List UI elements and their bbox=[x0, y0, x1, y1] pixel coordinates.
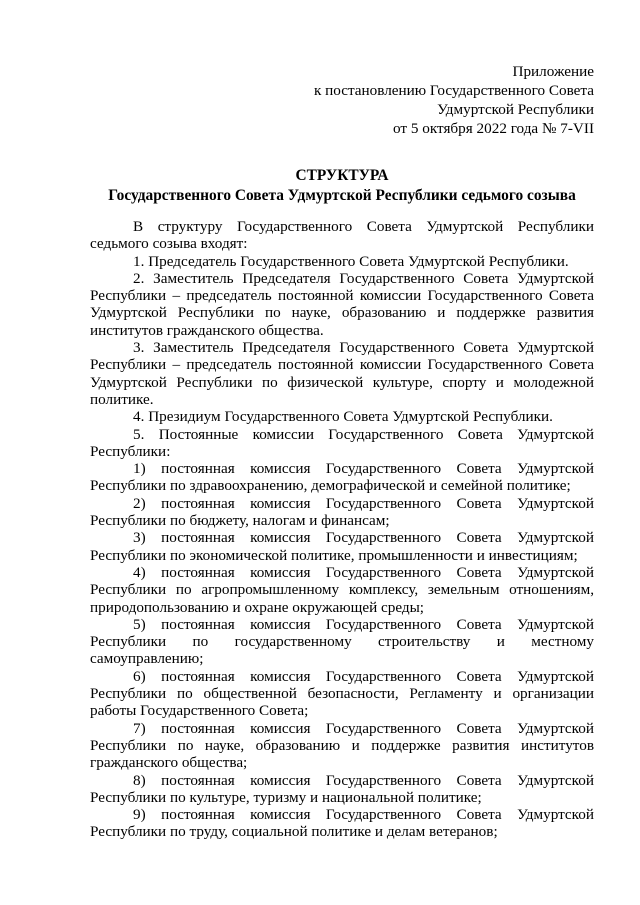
list-item: 1) постоянная комиссия Государственного Совета Удмуртской Республики по здравоохранению, демографической и семейной политике; bbox=[90, 460, 594, 495]
document-body bbox=[90, 218, 594, 841]
list-item: 3) постоянная комиссия Государственного Совета Удмуртской Республики по экономической политике, промышленности и инвестициям; bbox=[90, 529, 594, 564]
document-title bbox=[90, 166, 594, 206]
appendix-line: Приложение bbox=[512, 63, 594, 80]
list-item: 5) постоянная комиссия Государственного Совета Удмуртской Республики по государственному строительству и местному самоуправлению; bbox=[90, 615, 594, 668]
list-item: 4) постоянная комиссия Государственного Совета Удмуртской Республики по агропромышленному комплексу, земельным отношениям, природопользованию и охране окружающей среды; bbox=[90, 563, 594, 616]
paragraph: 1. Председатель Государственного Совета Удмуртской Республики. bbox=[133, 252, 569, 270]
list-item: 9) постоянная комиссия Государственного Совета Удмуртской Республики по труду, социальной политике и делам ветеранов; bbox=[90, 806, 594, 841]
paragraph: 5. Постоянные комиссии Государственного Совета Удмуртской Республики: bbox=[90, 425, 594, 460]
list-item: 8) постоянная комиссия Государственного Совета Удмуртской Республики по культуре, туризму и национальной политике; bbox=[90, 771, 594, 806]
paragraph: В структуру Государственного Совета Удмуртской Республики седьмого созыва входят: bbox=[90, 218, 594, 253]
title-subheading: Государственного Совета Удмуртской Республики седьмого созыва bbox=[108, 187, 576, 204]
list-item: 7) постоянная комиссия Государственного Совета Удмуртской Республики по науке, образованию и поддержке развития институтов гражданского общества; bbox=[90, 719, 594, 772]
title-heading: СТРУКТУРА bbox=[295, 167, 389, 184]
paragraph: 2. Заместитель Председателя Государственного Совета Удмуртской Республики – председатель постоянной комиссии Государственного Совета Удмуртской Республики по науке, образованию и поддержке развития институтов гражданского общества. bbox=[90, 269, 594, 339]
appendix-line: от 5 октября 2022 года № 7-VII bbox=[393, 120, 594, 137]
appendix-line: Удмуртской Республики bbox=[437, 101, 594, 118]
paragraph: 4. Президиум Государственного Совета Удмуртской Республики. bbox=[133, 408, 553, 426]
appendix-header bbox=[314, 62, 594, 138]
list-item: 6) постоянная комиссия Государственного Совета Удмуртской Республики по общественной безопасности, Регламенту и организации работы Государственного Совета; bbox=[90, 667, 594, 720]
appendix-line: к постановлению Государственного Совета bbox=[313, 82, 594, 99]
paragraph: 3. Заместитель Председателя Государственного Совета Удмуртской Республики – председатель постоянной комиссии Государственного Совета Удмуртской Республики по физической культуре, спорту и молодежной политике. bbox=[90, 339, 594, 408]
list-item: 2) постоянная комиссия Государственного Совета Удмуртской Республики по бюджету, налогам и финансам; bbox=[90, 494, 594, 530]
